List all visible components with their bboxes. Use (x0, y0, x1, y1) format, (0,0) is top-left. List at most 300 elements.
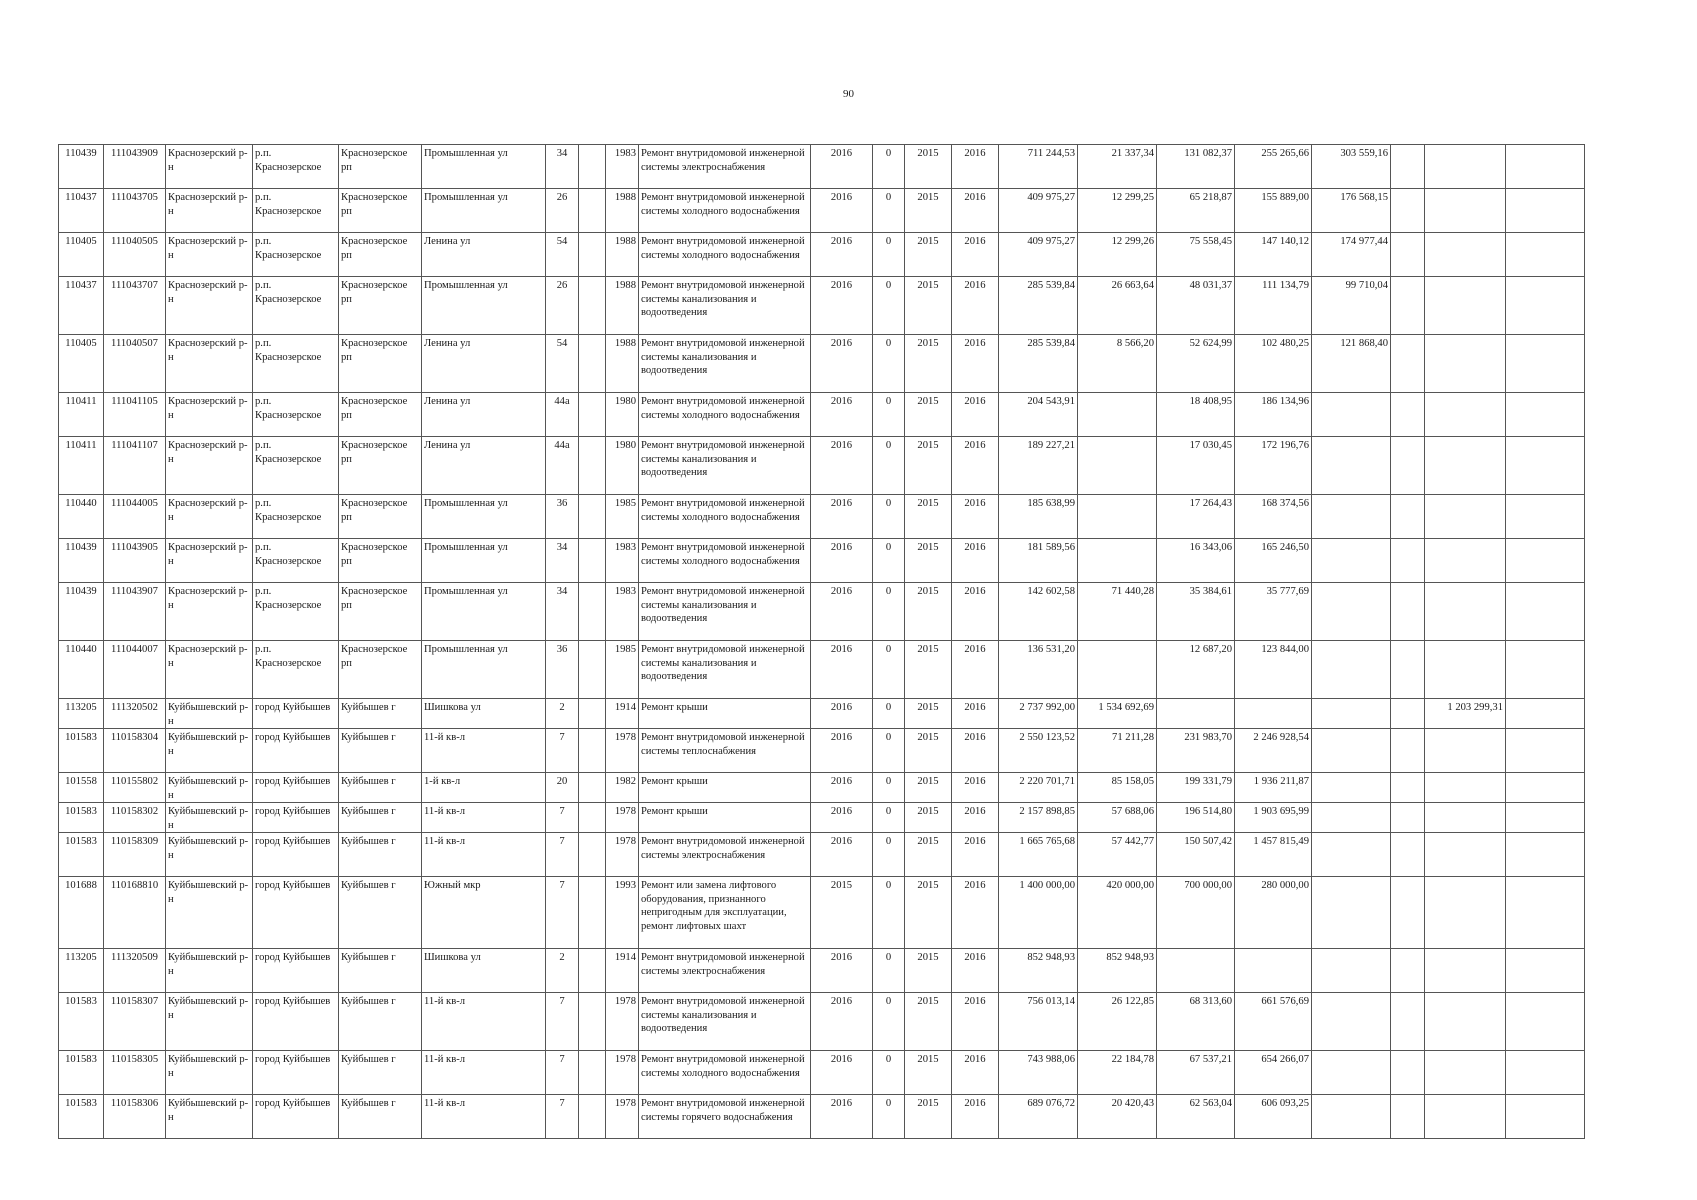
extra-cell (1506, 803, 1585, 833)
code-cell: 110158306 (104, 1095, 166, 1139)
fund-f-cell (1425, 583, 1506, 641)
id-cell: 101583 (59, 1051, 104, 1095)
extra-cell (1506, 393, 1585, 437)
code-cell: 110155802 (104, 773, 166, 803)
street-cell: 11-й кв-л (422, 1095, 546, 1139)
extra-cell (1506, 233, 1585, 277)
id-cell: 101583 (59, 833, 104, 877)
page-number: 90 (843, 88, 854, 100)
house-cell: 36 (546, 495, 579, 539)
plan-year-cell: 2016 (811, 773, 873, 803)
district-cell: Куйбышевский р-н (166, 803, 253, 833)
id-cell: 110437 (59, 189, 104, 233)
korpus-cell (579, 233, 606, 277)
locality-cell: Куйбышев г (339, 699, 422, 729)
fund-a-cell (1078, 437, 1157, 495)
fund-b-cell (1157, 699, 1235, 729)
fund-d-cell (1312, 437, 1391, 495)
table-row (59, 393, 1585, 437)
plan-year-cell: 2016 (811, 833, 873, 877)
table-row (59, 1095, 1585, 1139)
house-cell: 54 (546, 335, 579, 393)
code-cell: 111044007 (104, 641, 166, 699)
korpus-cell (579, 803, 606, 833)
start-year-cell: 2015 (905, 393, 952, 437)
street-cell: Промышленная ул (422, 539, 546, 583)
settlement-type-cell: город Куйбышев (253, 1051, 339, 1095)
fund-f-cell (1425, 833, 1506, 877)
start-year-cell: 2015 (905, 699, 952, 729)
id-cell: 101688 (59, 877, 104, 949)
locality-cell: Куйбышев г (339, 1095, 422, 1139)
fund-e-cell (1391, 773, 1425, 803)
district-cell: Краснозерский р-н (166, 335, 253, 393)
start-year-cell: 2015 (905, 233, 952, 277)
fund-a-cell: 71 440,28 (1078, 583, 1157, 641)
code-cell: 111040505 (104, 233, 166, 277)
extra-cell (1506, 833, 1585, 877)
street-cell: Южный мкр (422, 877, 546, 949)
end-year-cell: 2016 (952, 539, 999, 583)
fund-c-cell (1235, 949, 1312, 993)
code-cell: 111043907 (104, 583, 166, 641)
fund-e-cell (1391, 1095, 1425, 1139)
locality-cell: Краснозерское рп (339, 495, 422, 539)
work-type-cell: Ремонт внутридомовой инженерной системы горячего водоснабжения (639, 1095, 811, 1139)
house-cell: 26 (546, 189, 579, 233)
street-cell: Шишкова ул (422, 699, 546, 729)
end-year-cell: 2016 (952, 335, 999, 393)
work-type-cell: Ремонт внутридомовой инженерной системы холодного водоснабжения (639, 189, 811, 233)
extra-cell (1506, 1051, 1585, 1095)
id-cell: 110440 (59, 641, 104, 699)
street-cell: Промышленная ул (422, 145, 546, 189)
start-year-cell: 2015 (905, 437, 952, 495)
plan-year-cell: 2016 (811, 699, 873, 729)
house-cell: 2 (546, 699, 579, 729)
fund-e-cell (1391, 539, 1425, 583)
fund-f-cell (1425, 495, 1506, 539)
fund-b-cell: 16 343,06 (1157, 539, 1235, 583)
total-cost-cell: 185 638,99 (999, 495, 1078, 539)
korpus-cell (579, 437, 606, 495)
fund-f-cell (1425, 335, 1506, 393)
code-cell: 110158307 (104, 993, 166, 1051)
extra-cell (1506, 539, 1585, 583)
extra-cell (1506, 437, 1585, 495)
repair-registry-table (58, 144, 1585, 1139)
total-cost-cell: 689 076,72 (999, 1095, 1078, 1139)
district-cell: Краснозерский р-н (166, 393, 253, 437)
fund-e-cell (1391, 949, 1425, 993)
table-row (59, 583, 1585, 641)
work-type-cell: Ремонт или замена лифтового оборудования, признанного непригодным для эксплуатации, ремонт лифтовых шахт (639, 877, 811, 949)
code-cell: 111044005 (104, 495, 166, 539)
plan-year-cell: 2016 (811, 1051, 873, 1095)
fund-d-cell: 99 710,04 (1312, 277, 1391, 335)
fund-b-cell: 17 264,43 (1157, 495, 1235, 539)
table-row (59, 145, 1585, 189)
fund-e-cell (1391, 233, 1425, 277)
id-cell: 110439 (59, 539, 104, 583)
table-row (59, 189, 1585, 233)
korpus-cell (579, 583, 606, 641)
year-cell: 1978 (606, 729, 639, 773)
end-year-cell: 2016 (952, 1051, 999, 1095)
work-type-cell: Ремонт внутридомовой инженерной системы холодного водоснабжения (639, 233, 811, 277)
fund-c-cell: 111 134,79 (1235, 277, 1312, 335)
street-cell: Промышленная ул (422, 277, 546, 335)
start-year-cell: 2015 (905, 833, 952, 877)
fund-a-cell: 21 337,34 (1078, 145, 1157, 189)
district-cell: Куйбышевский р-н (166, 1051, 253, 1095)
fund-c-cell: 186 134,96 (1235, 393, 1312, 437)
locality-cell: Краснозерское рп (339, 145, 422, 189)
korpus-cell (579, 699, 606, 729)
code-cell: 111320502 (104, 699, 166, 729)
fund-f-cell (1425, 393, 1506, 437)
house-cell: 36 (546, 641, 579, 699)
fund-a-cell: 57 688,06 (1078, 803, 1157, 833)
zero-cell: 0 (873, 729, 905, 773)
house-cell: 7 (546, 729, 579, 773)
zero-cell: 0 (873, 495, 905, 539)
house-cell: 34 (546, 539, 579, 583)
id-cell: 101583 (59, 803, 104, 833)
total-cost-cell: 852 948,93 (999, 949, 1078, 993)
year-cell: 1988 (606, 233, 639, 277)
house-cell: 54 (546, 233, 579, 277)
end-year-cell: 2016 (952, 773, 999, 803)
total-cost-cell: 711 244,53 (999, 145, 1078, 189)
fund-a-cell: 1 534 692,69 (1078, 699, 1157, 729)
fund-c-cell: 147 140,12 (1235, 233, 1312, 277)
work-type-cell: Ремонт внутридомовой инженерной системы теплоснабжения (639, 729, 811, 773)
fund-c-cell: 165 246,50 (1235, 539, 1312, 583)
street-cell: Промышленная ул (422, 583, 546, 641)
fund-f-cell (1425, 729, 1506, 773)
fund-e-cell (1391, 335, 1425, 393)
zero-cell: 0 (873, 949, 905, 993)
total-cost-cell: 743 988,06 (999, 1051, 1078, 1095)
korpus-cell (579, 1051, 606, 1095)
settlement-type-cell: город Куйбышев (253, 877, 339, 949)
fund-d-cell (1312, 699, 1391, 729)
zero-cell: 0 (873, 393, 905, 437)
district-cell: Краснозерский р-н (166, 145, 253, 189)
work-type-cell: Ремонт крыши (639, 699, 811, 729)
district-cell: Краснозерский р-н (166, 583, 253, 641)
total-cost-cell: 189 227,21 (999, 437, 1078, 495)
table-row (59, 641, 1585, 699)
locality-cell: Куйбышев г (339, 773, 422, 803)
plan-year-cell: 2016 (811, 539, 873, 583)
id-cell: 110405 (59, 335, 104, 393)
fund-b-cell: 196 514,80 (1157, 803, 1235, 833)
start-year-cell: 2015 (905, 335, 952, 393)
table-row (59, 949, 1585, 993)
extra-cell (1506, 993, 1585, 1051)
fund-d-cell (1312, 539, 1391, 583)
end-year-cell: 2016 (952, 833, 999, 877)
district-cell: Куйбышевский р-н (166, 993, 253, 1051)
fund-c-cell: 280 000,00 (1235, 877, 1312, 949)
locality-cell: Куйбышев г (339, 833, 422, 877)
code-cell: 110158302 (104, 803, 166, 833)
street-cell: 1-й кв-л (422, 773, 546, 803)
id-cell: 110439 (59, 583, 104, 641)
id-cell: 101583 (59, 993, 104, 1051)
fund-c-cell: 606 093,25 (1235, 1095, 1312, 1139)
code-cell: 111043909 (104, 145, 166, 189)
code-cell: 110158309 (104, 833, 166, 877)
work-type-cell: Ремонт крыши (639, 803, 811, 833)
fund-c-cell: 1 903 695,99 (1235, 803, 1312, 833)
locality-cell: Краснозерское рп (339, 437, 422, 495)
work-type-cell: Ремонт внутридомовой инженерной системы канализования и водоотведения (639, 641, 811, 699)
fund-c-cell: 102 480,25 (1235, 335, 1312, 393)
work-type-cell: Ремонт внутридомовой инженерной системы электроснабжения (639, 145, 811, 189)
end-year-cell: 2016 (952, 277, 999, 335)
id-cell: 101583 (59, 1095, 104, 1139)
zero-cell: 0 (873, 877, 905, 949)
fund-a-cell: 852 948,93 (1078, 949, 1157, 993)
work-type-cell: Ремонт внутридомовой инженерной системы холодного водоснабжения (639, 393, 811, 437)
korpus-cell (579, 993, 606, 1051)
year-cell: 1914 (606, 699, 639, 729)
total-cost-cell: 1 400 000,00 (999, 877, 1078, 949)
fund-f-cell (1425, 233, 1506, 277)
year-cell: 1988 (606, 189, 639, 233)
end-year-cell: 2016 (952, 729, 999, 773)
table-row (59, 773, 1585, 803)
fund-d-cell (1312, 583, 1391, 641)
locality-cell: Куйбышев г (339, 1051, 422, 1095)
fund-e-cell (1391, 277, 1425, 335)
fund-b-cell: 150 507,42 (1157, 833, 1235, 877)
code-cell: 111320509 (104, 949, 166, 993)
fund-b-cell: 12 687,20 (1157, 641, 1235, 699)
settlement-type-cell: р.п. Краснозерское (253, 539, 339, 583)
fund-e-cell (1391, 1051, 1425, 1095)
fund-c-cell: 1 936 211,87 (1235, 773, 1312, 803)
extra-cell (1506, 583, 1585, 641)
settlement-type-cell: город Куйбышев (253, 773, 339, 803)
end-year-cell: 2016 (952, 993, 999, 1051)
fund-e-cell (1391, 393, 1425, 437)
year-cell: 1988 (606, 277, 639, 335)
street-cell: 11-й кв-л (422, 993, 546, 1051)
table-row (59, 495, 1585, 539)
fund-d-cell: 303 559,16 (1312, 145, 1391, 189)
settlement-type-cell: город Куйбышев (253, 1095, 339, 1139)
fund-d-cell (1312, 729, 1391, 773)
district-cell: Краснозерский р-н (166, 641, 253, 699)
total-cost-cell: 2 220 701,71 (999, 773, 1078, 803)
total-cost-cell: 204 543,91 (999, 393, 1078, 437)
plan-year-cell: 2016 (811, 729, 873, 773)
end-year-cell: 2016 (952, 641, 999, 699)
extra-cell (1506, 1095, 1585, 1139)
korpus-cell (579, 773, 606, 803)
locality-cell: Краснозерское рп (339, 277, 422, 335)
zero-cell: 0 (873, 1095, 905, 1139)
fund-d-cell (1312, 949, 1391, 993)
street-cell: Ленина ул (422, 233, 546, 277)
work-type-cell: Ремонт внутридомовой инженерной системы электроснабжения (639, 833, 811, 877)
fund-d-cell (1312, 1051, 1391, 1095)
year-cell: 1983 (606, 145, 639, 189)
house-cell: 7 (546, 803, 579, 833)
fund-e-cell (1391, 189, 1425, 233)
total-cost-cell: 2 157 898,85 (999, 803, 1078, 833)
korpus-cell (579, 189, 606, 233)
start-year-cell: 2015 (905, 949, 952, 993)
fund-d-cell (1312, 833, 1391, 877)
end-year-cell: 2016 (952, 145, 999, 189)
district-cell: Куйбышевский р-н (166, 949, 253, 993)
start-year-cell: 2015 (905, 277, 952, 335)
total-cost-cell: 181 589,56 (999, 539, 1078, 583)
plan-year-cell: 2015 (811, 877, 873, 949)
extra-cell (1506, 145, 1585, 189)
district-cell: Краснозерский р-н (166, 233, 253, 277)
fund-f-cell (1425, 437, 1506, 495)
start-year-cell: 2015 (905, 641, 952, 699)
fund-e-cell (1391, 803, 1425, 833)
end-year-cell: 2016 (952, 583, 999, 641)
work-type-cell: Ремонт внутридомовой инженерной системы холодного водоснабжения (639, 495, 811, 539)
year-cell: 1914 (606, 949, 639, 993)
street-cell: 11-й кв-л (422, 1051, 546, 1095)
fund-f-cell (1425, 877, 1506, 949)
total-cost-cell: 2 737 992,00 (999, 699, 1078, 729)
fund-f-cell (1425, 539, 1506, 583)
korpus-cell (579, 1095, 606, 1139)
total-cost-cell: 756 013,14 (999, 993, 1078, 1051)
zero-cell: 0 (873, 437, 905, 495)
fund-d-cell: 176 568,15 (1312, 189, 1391, 233)
total-cost-cell: 285 539,84 (999, 335, 1078, 393)
fund-d-cell (1312, 993, 1391, 1051)
settlement-type-cell: город Куйбышев (253, 833, 339, 877)
fund-d-cell (1312, 495, 1391, 539)
extra-cell (1506, 699, 1585, 729)
street-cell: Ленина ул (422, 393, 546, 437)
locality-cell: Куйбышев г (339, 803, 422, 833)
settlement-type-cell: город Куйбышев (253, 699, 339, 729)
street-cell: Промышленная ул (422, 189, 546, 233)
fund-f-cell (1425, 993, 1506, 1051)
work-type-cell: Ремонт внутридомовой инженерной системы канализования и водоотведения (639, 583, 811, 641)
plan-year-cell: 2016 (811, 437, 873, 495)
end-year-cell: 2016 (952, 437, 999, 495)
korpus-cell (579, 335, 606, 393)
fund-b-cell: 231 983,70 (1157, 729, 1235, 773)
house-cell: 26 (546, 277, 579, 335)
fund-a-cell (1078, 495, 1157, 539)
year-cell: 1980 (606, 437, 639, 495)
settlement-type-cell: город Куйбышев (253, 949, 339, 993)
year-cell: 1983 (606, 583, 639, 641)
table-row (59, 877, 1585, 949)
start-year-cell: 2015 (905, 993, 952, 1051)
street-cell: 11-й кв-л (422, 729, 546, 773)
work-type-cell: Ремонт внутридомовой инженерной системы канализования и водоотведения (639, 335, 811, 393)
settlement-type-cell: город Куйбышев (253, 803, 339, 833)
fund-d-cell (1312, 1095, 1391, 1139)
district-cell: Куйбышевский р-н (166, 773, 253, 803)
street-cell: 11-й кв-л (422, 833, 546, 877)
fund-b-cell: 131 082,37 (1157, 145, 1235, 189)
street-cell: Промышленная ул (422, 641, 546, 699)
year-cell: 1988 (606, 335, 639, 393)
plan-year-cell: 2016 (811, 1095, 873, 1139)
year-cell: 1985 (606, 641, 639, 699)
plan-year-cell: 2016 (811, 495, 873, 539)
house-cell: 34 (546, 145, 579, 189)
year-cell: 1983 (606, 539, 639, 583)
zero-cell: 0 (873, 277, 905, 335)
fund-b-cell: 62 563,04 (1157, 1095, 1235, 1139)
start-year-cell: 2015 (905, 729, 952, 773)
year-cell: 1978 (606, 993, 639, 1051)
code-cell: 111041105 (104, 393, 166, 437)
extra-cell (1506, 949, 1585, 993)
end-year-cell: 2016 (952, 949, 999, 993)
id-cell: 113205 (59, 699, 104, 729)
year-cell: 1980 (606, 393, 639, 437)
year-cell: 1978 (606, 803, 639, 833)
zero-cell: 0 (873, 803, 905, 833)
total-cost-cell: 142 602,58 (999, 583, 1078, 641)
fund-c-cell: 1 457 815,49 (1235, 833, 1312, 877)
start-year-cell: 2015 (905, 877, 952, 949)
fund-f-cell (1425, 145, 1506, 189)
locality-cell: Куйбышев г (339, 949, 422, 993)
extra-cell (1506, 641, 1585, 699)
table-row (59, 833, 1585, 877)
zero-cell: 0 (873, 699, 905, 729)
fund-b-cell: 68 313,60 (1157, 993, 1235, 1051)
fund-c-cell: 35 777,69 (1235, 583, 1312, 641)
fund-c-cell: 123 844,00 (1235, 641, 1312, 699)
settlement-type-cell: р.п. Краснозерское (253, 641, 339, 699)
zero-cell: 0 (873, 335, 905, 393)
fund-f-cell (1425, 189, 1506, 233)
fund-a-cell (1078, 539, 1157, 583)
fund-f-cell (1425, 803, 1506, 833)
locality-cell: Куйбышев г (339, 993, 422, 1051)
zero-cell: 0 (873, 833, 905, 877)
fund-a-cell: 26 122,85 (1078, 993, 1157, 1051)
code-cell: 111041107 (104, 437, 166, 495)
end-year-cell: 2016 (952, 1095, 999, 1139)
fund-d-cell: 121 868,40 (1312, 335, 1391, 393)
street-cell: Шишкова ул (422, 949, 546, 993)
extra-cell (1506, 277, 1585, 335)
year-cell: 1978 (606, 1095, 639, 1139)
locality-cell: Куйбышев г (339, 877, 422, 949)
fund-b-cell: 17 030,45 (1157, 437, 1235, 495)
street-cell: 11-й кв-л (422, 803, 546, 833)
district-cell: Краснозерский р-н (166, 189, 253, 233)
id-cell: 110440 (59, 495, 104, 539)
fund-c-cell: 155 889,00 (1235, 189, 1312, 233)
fund-f-cell (1425, 1051, 1506, 1095)
start-year-cell: 2015 (905, 145, 952, 189)
fund-b-cell: 18 408,95 (1157, 393, 1235, 437)
